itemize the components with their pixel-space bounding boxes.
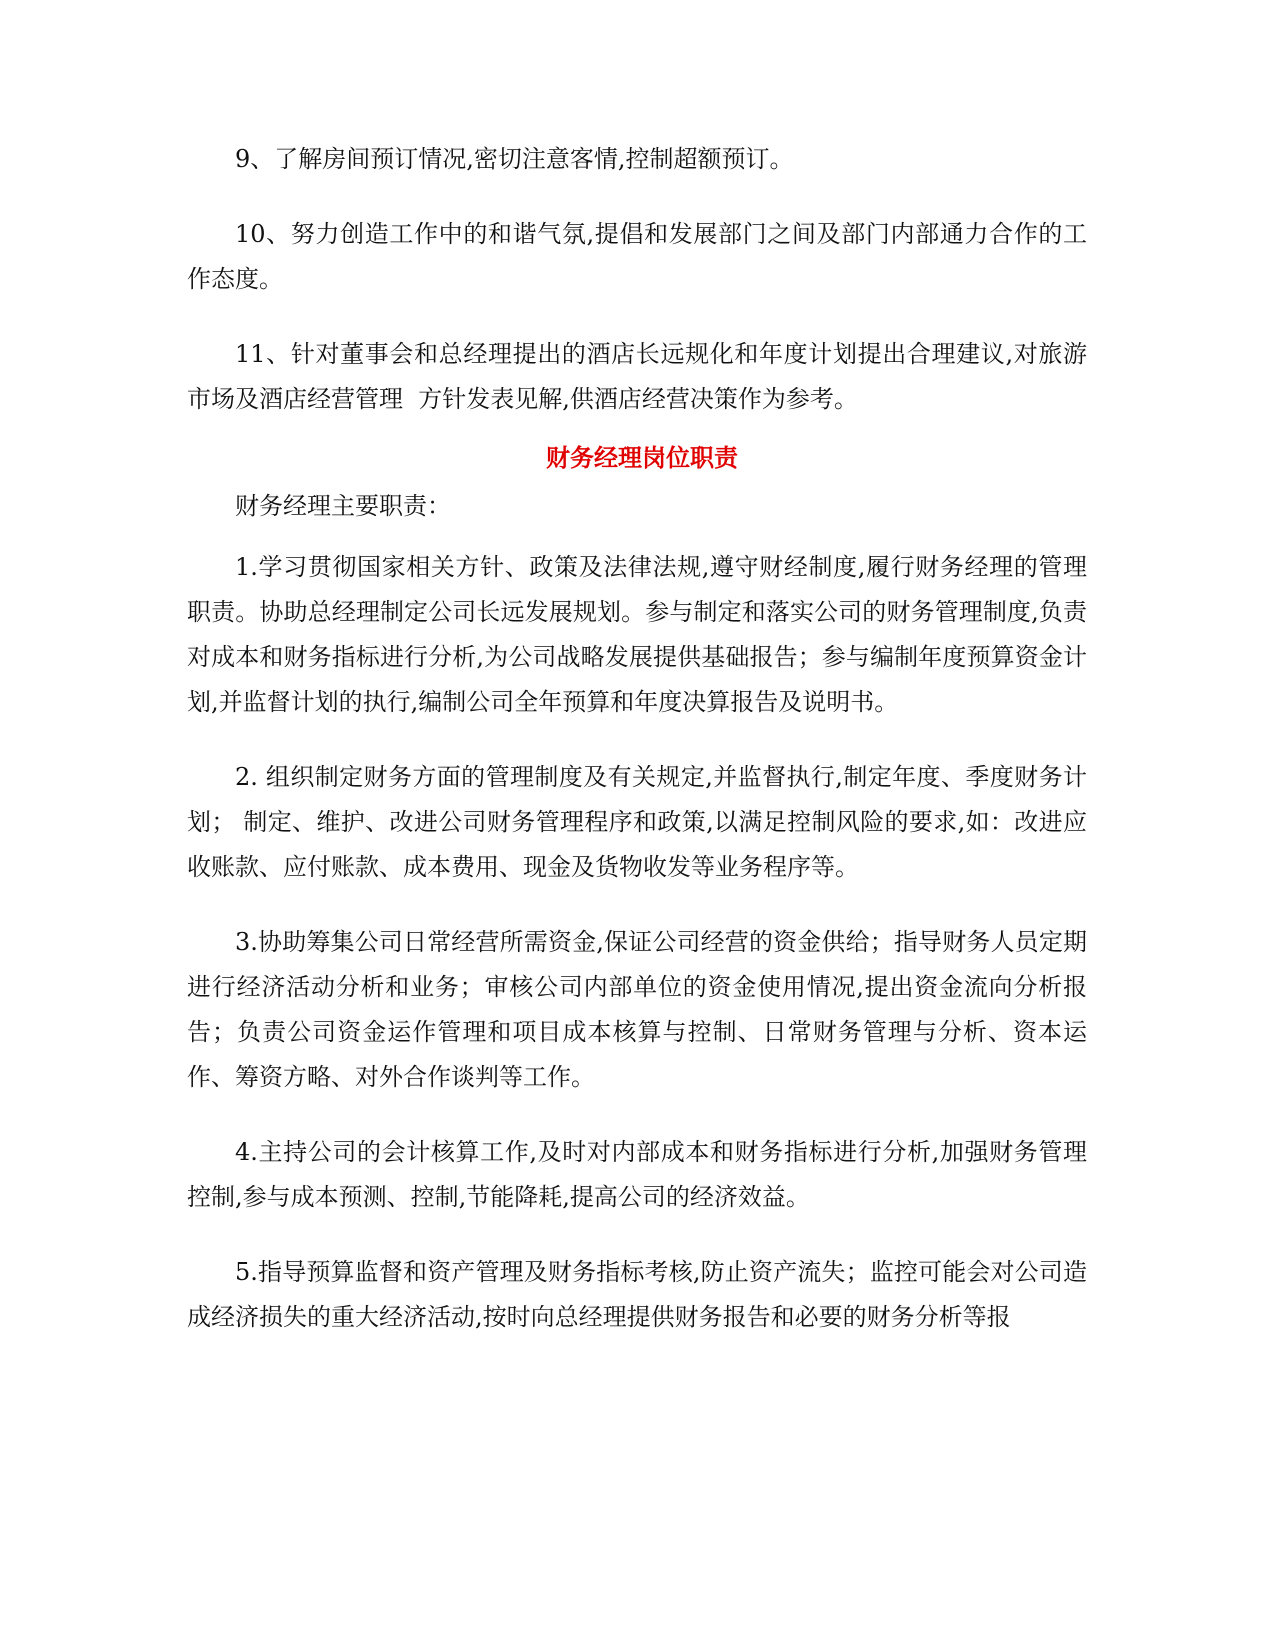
section-title: 财务经理岗位职责	[546, 443, 738, 472]
document-body	[187, 137, 1087, 1370]
paragraph-item-11: 11、针对董事会和总经理提出的酒店长远规化和年度计划提出合理建议,对旅游市场及酒店经营管理 方针发表见解,供酒店经营决策作为参考。	[187, 340, 1087, 413]
duty-item-5: 5.指导预算监督和资产管理及财务指标考核,防止资产流失；监控可能会对公司造成经济损失的重大经济活动,按时向总经理提供财务报告和必要的财务分析等报	[187, 1258, 1087, 1331]
paragraph-item-9: 9、了解房间预订情况,密切注意客情,控制超额预订。	[235, 145, 794, 173]
duty-item-1: 1.学习贯彻国家相关方针、政策及法律法规,遵守财经制度,履行财务经理的管理职责。协助总经理制定公司长远发展规划。参与制定和落实公司的财务管理制度,负责对成本和财务指标进行分析,为公司战略发展提供基础报告；参与编制年度预算资金计划,并监督计划的执行,编制公司全年预算和年度决算报告及说明书。	[187, 553, 1087, 716]
duty-item-2: 2. 组织制定财务方面的管理制度及有关规定,并监督执行,制定年度、季度财务计划； 制定、维护、改进公司财务管理程序和政策,以满足控制风险的要求,如：改进应收账款、应付账款、成本费用、现金及货物收发等业务程序等。	[187, 763, 1087, 881]
paragraph-item-10: 10、努力创造工作中的和谐气氛,提倡和发展部门之间及部门内部通力合作的工作态度。	[187, 220, 1087, 293]
duty-item-4: 4.主持公司的会计核算工作,及时对内部成本和财务指标进行分析,加强财务管理控制,参与成本预测、控制,节能降耗,提高公司的经济效益。	[187, 1138, 1087, 1211]
duty-item-3: 3.协助筹集公司日常经营所需资金,保证公司经营的资金供给；指导财务人员定期进行经济活动分析和业务；审核公司内部单位的资金使用情况,提出资金流向分析报告；负责公司资金运作管理和项目成本核算与控制、日常财务管理与分析、资本运作、筹资方略、对外合作谈判等工作。	[187, 928, 1087, 1091]
section-intro: 财务经理主要职责：	[235, 492, 451, 520]
